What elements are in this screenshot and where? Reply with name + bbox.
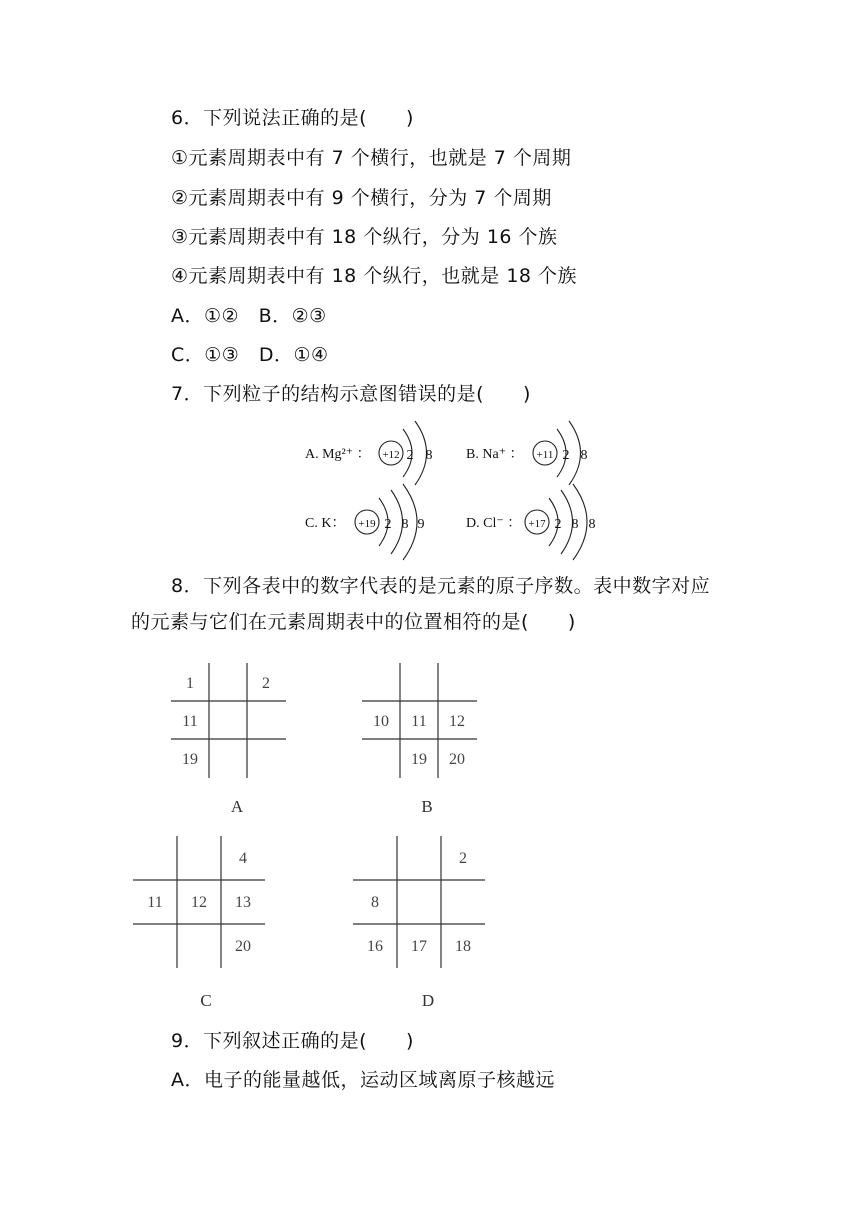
q6-statement-4: ④元素周期表中有 18 个纵行，也就是 18 个族 xyxy=(171,265,578,287)
shell-count-d-1: 2 xyxy=(554,517,562,532)
shell-count-a-1: 2 xyxy=(406,448,414,463)
nucleus-charge-d: +17 xyxy=(528,518,546,530)
shell-count-a-2: 8 xyxy=(425,448,433,463)
table-b-cell: 11 xyxy=(411,713,427,730)
table-c-label: C xyxy=(200,991,212,1010)
table-b-cell: 19 xyxy=(411,751,427,768)
table-b-cell: 10 xyxy=(373,713,389,730)
table-c-cell: 4 xyxy=(239,850,247,867)
q8-stem-line-1: 8．下列各表中的数字代表的是元素的原子序数。表中数字对应 xyxy=(171,575,711,597)
q9-stem: 9．下列叙述正确的是( ) xyxy=(171,1030,414,1052)
q6-statement-1: ①元素周期表中有 7 个横行，也就是 7 个周期 xyxy=(171,147,572,169)
table-a-label: A xyxy=(230,797,244,816)
table-d-label: D xyxy=(421,991,435,1010)
shell-count-c-1: 2 xyxy=(384,517,392,532)
table-d-cell: 17 xyxy=(411,938,427,955)
q7-stem: 7．下列粒子的结构示意图错误的是( ) xyxy=(171,383,531,405)
table-d-cell: 18 xyxy=(455,938,471,955)
table-a-cell: 1 xyxy=(186,675,194,692)
nucleus-charge-b: +11 xyxy=(536,449,554,461)
table-b-label: B xyxy=(421,797,433,816)
diagram-label-b: B. Na⁺ ： xyxy=(466,447,524,462)
q6-options-ab: A．①② B．②③ xyxy=(171,305,327,327)
table-c-cell: 13 xyxy=(235,894,251,911)
q6-options-cd: C．①③ D．①④ xyxy=(171,344,329,366)
shell-count-c-2: 8 xyxy=(401,517,409,532)
table-c-cell: 12 xyxy=(191,894,207,911)
table-c-cell: 20 xyxy=(235,938,251,955)
table-a-cell: 2 xyxy=(262,675,270,692)
q6-statement-3: ③元素周期表中有 18 个纵行，分为 16 个族 xyxy=(171,226,558,248)
shell-count-b-2: 8 xyxy=(580,448,588,463)
shell-count-d-3: 8 xyxy=(588,517,596,532)
table-d-cell: 16 xyxy=(367,938,383,955)
shell-count-b-1: 2 xyxy=(562,448,570,463)
table-b-cell: 20 xyxy=(449,751,465,768)
q9-option-a: A．电子的能量越低，运动区域离原子核越远 xyxy=(171,1069,555,1091)
q8-stem-line-2: 的元素与它们在元素周期表中的位置相符的是( ) xyxy=(131,611,576,633)
table-b-cell: 12 xyxy=(449,713,465,730)
table-d-cell: 8 xyxy=(371,894,379,911)
q6-statement-2: ②元素周期表中有 9 个横行，分为 7 个周期 xyxy=(171,187,552,209)
diagram-label-c: C. K： xyxy=(305,516,346,531)
shell-count-c-3: 9 xyxy=(417,517,425,532)
table-d-cell: 2 xyxy=(459,850,467,867)
nucleus-charge-a: +12 xyxy=(382,449,400,461)
table-a-cell: 19 xyxy=(182,751,198,768)
diagram-label-d: D. Cl⁻ ： xyxy=(466,516,522,531)
q6-stem: 6．下列说法正确的是( ) xyxy=(171,107,414,129)
shell-count-d-2: 8 xyxy=(571,517,579,532)
diagram-label-a: A. Mg²⁺ ： xyxy=(305,447,371,462)
table-a-cell: 11 xyxy=(182,713,198,730)
table-c-cell: 11 xyxy=(147,894,163,911)
nucleus-charge-c: +19 xyxy=(358,518,376,530)
